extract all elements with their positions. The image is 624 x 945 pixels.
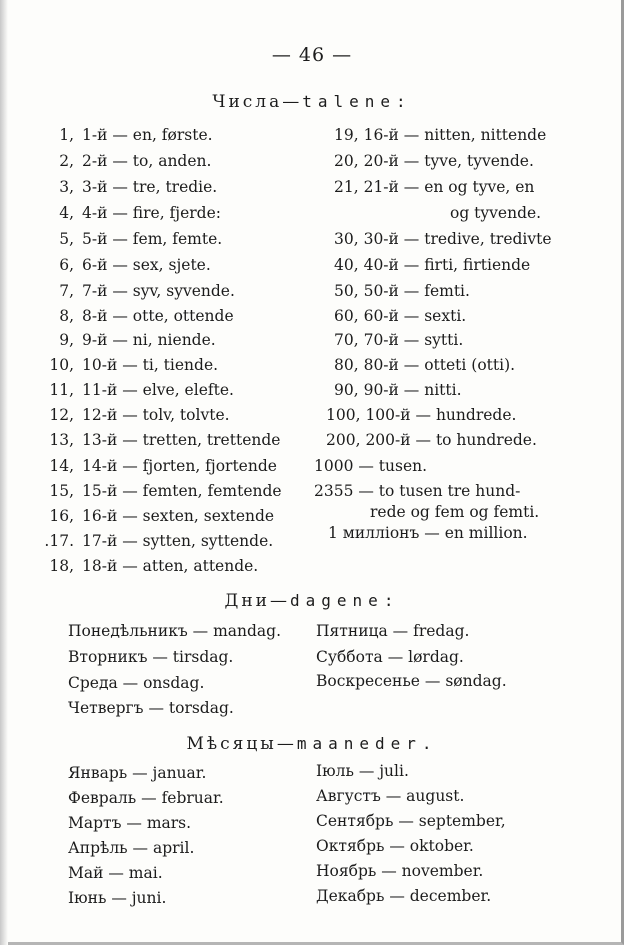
number-entry: 20, 20-й — tyve, tyvende. [334,152,534,170]
day-entry: Понедѣльникъ — mandag. [68,622,282,640]
number-entry: 11, 11-й — elve, elefte. [49,381,234,399]
month-entry: Апрѣль — april. [68,839,195,857]
day-entry: Вторникъ — tirsdag. [68,648,234,666]
number-entry: 10, 10-й — ti, tiende. [49,356,219,374]
month-entry: Августъ — august. [316,787,465,805]
days-heading-no: dagene: [290,591,400,610]
number-entry: 2355 — to tusen tre hund- [314,482,521,500]
numbers-heading [0,92,624,112]
number-entry: 14, 14-й — fjorten, fjortende [49,457,277,475]
number-entry: 7, 7-й — syv, syvende. [59,282,235,300]
number-entry: 60, 60-й — sexti. [334,307,467,325]
months-heading-ru: Мѣсяцы [186,734,277,754]
page-gutter [0,0,8,945]
number-entry: 4, 4-й — fire, fjerde: [59,204,222,222]
day-entry: Пятница — fredag. [316,622,470,640]
number-entry: 2, 2-й — to, anden. [59,152,212,170]
month-entry: Декабрь — december. [316,887,492,905]
day-entry: Четвергъ — torsdag. [68,699,234,717]
month-entry: Іюнь — juni. [68,889,167,907]
number-entry: 9, 9-й — ni, niende. [59,331,216,349]
number-entry: 200, 200-й — to hundrede. [326,431,537,449]
numbers-heading-sep: — [282,92,303,112]
numbers-heading-ru: Числа [212,92,283,112]
number-entry: 3, 3-й — tre, tredie. [59,178,218,196]
months-heading-sep: — [276,734,297,754]
month-entry: Іюль — juli. [316,762,409,780]
number-entry: 40, 40-й — firti, firtiende [334,256,531,274]
month-entry: Ноябрь — november. [316,862,484,880]
number-entry-continuation: rede og fem og femti. [370,503,540,521]
number-entry: 16, 16-й — sexten, sextende [49,507,275,525]
number-entry: 1 милліонъ — en million. [328,524,528,542]
number-entry: 90, 90-й — nitti. [334,381,462,399]
month-entry: Октябрь — oktober. [316,837,474,855]
numbers-heading-no: talene: [302,92,412,111]
number-entry: 6, 6-й — sex, sjete. [59,256,211,274]
number-entry: 19, 16-й — nitten, nittende [334,126,547,144]
day-entry: Суббота — lørdag. [316,648,464,666]
month-entry: Февраль — februar. [68,789,224,807]
number-entry: 15, 15-й — femten, femtende [49,482,282,500]
number-entry: 18, 18-й — atten, attende. [49,557,259,575]
number-entry: 50, 50-й — femti. [334,282,470,300]
number-entry: 1, 1-й — en, første. [59,126,213,144]
days-heading-ru: Дни [224,591,271,611]
month-entry: Май — mai. [68,864,163,882]
number-entry: 8, 8-й — otte, ottende [59,307,234,325]
day-entry: Среда — onsdag. [68,674,205,692]
number-entry: 5, 5-й — fem, femte. [59,230,223,248]
number-entry: 80, 80-й — otteti (otti). [334,356,516,374]
months-heading [0,734,624,754]
number-entry: 21, 21-й — en og tyve, en [334,178,535,196]
number-entry-continuation: og tyvende. [450,204,542,222]
month-entry: Мартъ — mars. [68,814,192,832]
days-heading [0,591,624,611]
months-heading-no: maaneder. [296,734,438,753]
month-entry: Сентябрь — september, [316,812,506,830]
number-entry: .17. 17-й — sytten, syttende. [44,532,274,550]
day-entry: Воскресенье — søndag. [316,672,507,690]
page-number: — 46 — [271,44,353,66]
number-entry: 100, 100-й — hundrede. [326,406,517,424]
number-entry: 13, 13-й — tretten, trettende [49,431,281,449]
month-entry: Январь — januar. [68,764,207,782]
number-entry: 70, 70-й — sytti. [334,331,464,349]
days-heading-sep: — [270,591,291,611]
number-entry: 30, 30-й — tredive, tredivte [334,230,552,248]
number-entry: 1000 — tusen. [314,457,428,475]
number-entry: 12, 12-й — tolv, tolvte. [49,406,230,424]
